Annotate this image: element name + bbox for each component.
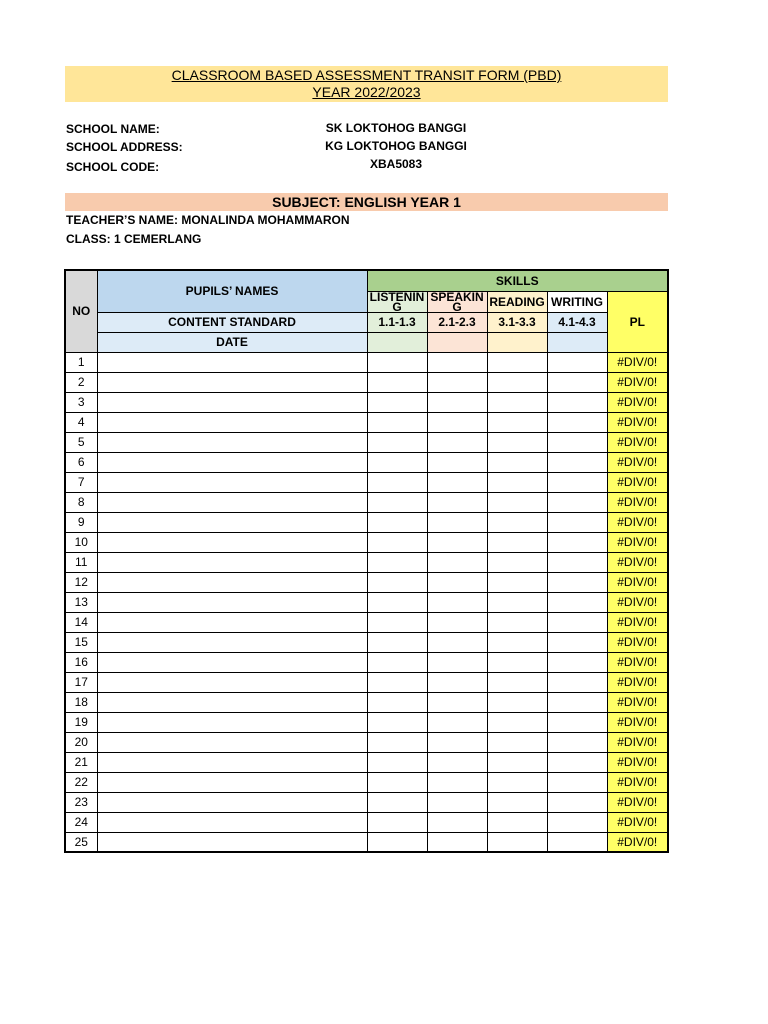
score-listening-cell[interactable] bbox=[367, 552, 427, 572]
row-number: 19 bbox=[65, 712, 97, 732]
skill-reading: READING bbox=[487, 291, 547, 312]
score-speaking-cell[interactable] bbox=[427, 652, 487, 672]
score-reading-cell[interactable] bbox=[487, 632, 547, 652]
pupil-name-cell[interactable] bbox=[97, 672, 367, 692]
pupil-name-cell[interactable] bbox=[97, 572, 367, 592]
form-title-band bbox=[65, 66, 668, 102]
score-listening-cell[interactable] bbox=[367, 432, 427, 452]
pupil-name-cell[interactable] bbox=[97, 612, 367, 632]
row-number: 23 bbox=[65, 792, 97, 812]
score-reading-cell[interactable] bbox=[487, 752, 547, 772]
pl-cell: #DIV/0! bbox=[607, 752, 668, 772]
score-speaking-cell[interactable] bbox=[427, 832, 487, 852]
row-number: 18 bbox=[65, 692, 97, 712]
score-reading-cell[interactable] bbox=[487, 512, 547, 532]
row-number: 25 bbox=[65, 832, 97, 852]
row-number: 8 bbox=[65, 492, 97, 512]
score-reading-cell[interactable] bbox=[487, 832, 547, 852]
table-row bbox=[65, 552, 668, 572]
score-writing-cell[interactable] bbox=[547, 792, 607, 812]
score-reading-cell[interactable] bbox=[487, 772, 547, 792]
standard-writing: 4.1-4.3 bbox=[547, 312, 607, 332]
pl-cell: #DIV/0! bbox=[607, 732, 668, 752]
score-speaking-cell[interactable] bbox=[427, 712, 487, 732]
score-speaking-cell[interactable] bbox=[427, 812, 487, 832]
form-year: YEAR 2022/2023 bbox=[312, 84, 421, 100]
score-speaking-cell[interactable] bbox=[427, 572, 487, 592]
score-reading-cell[interactable] bbox=[487, 812, 547, 832]
pl-cell: #DIV/0! bbox=[607, 592, 668, 612]
pl-cell: #DIV/0! bbox=[607, 432, 668, 452]
score-speaking-cell[interactable] bbox=[427, 612, 487, 632]
row-number: 7 bbox=[65, 472, 97, 492]
table-row bbox=[65, 372, 668, 392]
pupil-name-cell[interactable] bbox=[97, 692, 367, 712]
pupil-name-cell[interactable] bbox=[97, 772, 367, 792]
score-speaking-cell[interactable] bbox=[427, 412, 487, 432]
score-writing-cell[interactable] bbox=[547, 832, 607, 852]
score-reading-cell[interactable] bbox=[487, 672, 547, 692]
row-number: 4 bbox=[65, 412, 97, 432]
score-listening-cell[interactable] bbox=[367, 492, 427, 512]
score-reading-cell[interactable] bbox=[487, 452, 547, 472]
pl-cell: #DIV/0! bbox=[607, 612, 668, 632]
table-row bbox=[65, 792, 668, 812]
score-writing-cell[interactable] bbox=[547, 432, 607, 452]
skill-listening: LISTENING bbox=[367, 291, 427, 312]
score-writing-cell[interactable] bbox=[547, 652, 607, 672]
score-speaking-cell[interactable] bbox=[427, 752, 487, 772]
score-reading-cell[interactable] bbox=[487, 372, 547, 392]
table-row bbox=[65, 772, 668, 792]
table-row bbox=[65, 532, 668, 552]
score-reading-cell[interactable] bbox=[487, 352, 547, 372]
score-listening-cell[interactable] bbox=[367, 472, 427, 492]
pupil-name-cell[interactable] bbox=[97, 532, 367, 552]
table-row bbox=[65, 432, 668, 452]
pl-cell: #DIV/0! bbox=[607, 552, 668, 572]
row-number: 20 bbox=[65, 732, 97, 752]
score-speaking-cell[interactable] bbox=[427, 472, 487, 492]
score-writing-cell[interactable] bbox=[547, 472, 607, 492]
standard-reading: 3.1-3.3 bbox=[487, 312, 547, 332]
table-row bbox=[65, 712, 668, 732]
pl-cell: #DIV/0! bbox=[607, 692, 668, 712]
pl-cell: #DIV/0! bbox=[607, 492, 668, 512]
pupil-name-cell[interactable] bbox=[97, 352, 367, 372]
score-writing-cell[interactable] bbox=[547, 672, 607, 692]
table-row bbox=[65, 392, 668, 412]
score-reading-cell[interactable] bbox=[487, 652, 547, 672]
pl-cell: #DIV/0! bbox=[607, 652, 668, 672]
score-speaking-cell[interactable] bbox=[427, 392, 487, 412]
table-row bbox=[65, 572, 668, 592]
score-listening-cell[interactable] bbox=[367, 392, 427, 412]
school-address-label: SCHOOL ADDRESS: bbox=[66, 140, 183, 154]
pupils-names-header: PUPILS’ NAMES bbox=[97, 270, 367, 312]
pl-cell: #DIV/0! bbox=[607, 532, 668, 552]
row-number: 1 bbox=[65, 352, 97, 372]
score-speaking-cell[interactable] bbox=[427, 672, 487, 692]
score-listening-cell[interactable] bbox=[367, 712, 427, 732]
pl-cell: #DIV/0! bbox=[607, 372, 668, 392]
score-speaking-cell[interactable] bbox=[427, 452, 487, 472]
score-writing-cell[interactable] bbox=[547, 632, 607, 652]
score-listening-cell[interactable] bbox=[367, 452, 427, 472]
score-speaking-cell[interactable] bbox=[427, 772, 487, 792]
pupil-name-cell[interactable] bbox=[97, 412, 367, 432]
score-reading-cell[interactable] bbox=[487, 472, 547, 492]
row-number: 16 bbox=[65, 652, 97, 672]
score-writing-cell[interactable] bbox=[547, 712, 607, 732]
score-listening-cell[interactable] bbox=[367, 832, 427, 852]
pl-cell: #DIV/0! bbox=[607, 412, 668, 432]
row-number: 9 bbox=[65, 512, 97, 532]
teacher-name: TEACHER’S NAME: MONALINDA MOHAMMARON bbox=[66, 213, 350, 227]
date-label: DATE bbox=[97, 332, 367, 352]
score-writing-cell[interactable] bbox=[547, 612, 607, 632]
pl-cell: #DIV/0! bbox=[607, 572, 668, 592]
table-row bbox=[65, 352, 668, 372]
score-listening-cell[interactable] bbox=[367, 812, 427, 832]
score-speaking-cell[interactable] bbox=[427, 352, 487, 372]
skill-writing: WRITING bbox=[547, 291, 607, 312]
score-writing-cell[interactable] bbox=[547, 812, 607, 832]
score-listening-cell[interactable] bbox=[367, 352, 427, 372]
pupil-name-cell[interactable] bbox=[97, 832, 367, 852]
school-code-value: XBA5083 bbox=[369, 157, 423, 171]
row-number: 6 bbox=[65, 452, 97, 472]
table-row bbox=[65, 652, 668, 672]
table-row bbox=[65, 692, 668, 712]
score-writing-cell[interactable] bbox=[547, 412, 607, 432]
row-number: 17 bbox=[65, 672, 97, 692]
score-writing-cell[interactable] bbox=[547, 452, 607, 472]
table-row bbox=[65, 412, 668, 432]
score-writing-cell[interactable] bbox=[547, 772, 607, 792]
row-number: 21 bbox=[65, 752, 97, 772]
score-writing-cell[interactable] bbox=[547, 352, 607, 372]
score-writing-cell[interactable] bbox=[547, 732, 607, 752]
score-reading-cell[interactable] bbox=[487, 432, 547, 452]
score-listening-cell[interactable] bbox=[367, 672, 427, 692]
standard-speaking: 2.1-2.3 bbox=[427, 312, 487, 332]
table-row bbox=[65, 492, 668, 512]
table-row bbox=[65, 832, 668, 852]
score-listening-cell[interactable] bbox=[367, 632, 427, 652]
score-speaking-cell[interactable] bbox=[427, 532, 487, 552]
table-row bbox=[65, 732, 668, 752]
score-listening-cell[interactable] bbox=[367, 752, 427, 772]
pupil-name-cell[interactable] bbox=[97, 372, 367, 392]
row-number: 11 bbox=[65, 552, 97, 572]
school-address-value: KG LOKTOHOG BANGGI bbox=[325, 139, 467, 153]
score-speaking-cell[interactable] bbox=[427, 372, 487, 392]
school-name-value: SK LOKTOHOG BANGGI bbox=[325, 121, 467, 135]
score-speaking-cell[interactable] bbox=[427, 592, 487, 612]
school-name-label: SCHOOL NAME: bbox=[66, 122, 160, 136]
score-writing-cell[interactable] bbox=[547, 692, 607, 712]
score-writing-cell[interactable] bbox=[547, 512, 607, 532]
score-reading-cell[interactable] bbox=[487, 792, 547, 812]
pupil-name-cell[interactable] bbox=[97, 812, 367, 832]
pupil-name-cell[interactable] bbox=[97, 592, 367, 612]
assessment-table bbox=[64, 269, 669, 853]
table-row bbox=[65, 612, 668, 632]
row-number: 22 bbox=[65, 772, 97, 792]
date-listening[interactable] bbox=[367, 332, 427, 352]
table-row bbox=[65, 592, 668, 612]
no-header: NO bbox=[65, 270, 97, 352]
pl-cell: #DIV/0! bbox=[607, 632, 668, 652]
score-speaking-cell[interactable] bbox=[427, 552, 487, 572]
score-listening-cell[interactable] bbox=[367, 772, 427, 792]
score-writing-cell[interactable] bbox=[547, 592, 607, 612]
score-reading-cell[interactable] bbox=[487, 712, 547, 732]
table-row bbox=[65, 632, 668, 652]
score-writing-cell[interactable] bbox=[547, 552, 607, 572]
table-row bbox=[65, 452, 668, 472]
pupil-name-cell[interactable] bbox=[97, 732, 367, 752]
pl-cell: #DIV/0! bbox=[607, 792, 668, 812]
pl-cell: #DIV/0! bbox=[607, 352, 668, 372]
table-row bbox=[65, 512, 668, 532]
score-reading-cell[interactable] bbox=[487, 612, 547, 632]
score-writing-cell[interactable] bbox=[547, 532, 607, 552]
score-listening-cell[interactable] bbox=[367, 612, 427, 632]
score-speaking-cell[interactable] bbox=[427, 632, 487, 652]
score-listening-cell[interactable] bbox=[367, 732, 427, 752]
row-number: 14 bbox=[65, 612, 97, 632]
pl-cell: #DIV/0! bbox=[607, 392, 668, 412]
pl-cell: #DIV/0! bbox=[607, 672, 668, 692]
score-speaking-cell[interactable] bbox=[427, 692, 487, 712]
pupil-name-cell[interactable] bbox=[97, 752, 367, 772]
pupil-name-cell[interactable] bbox=[97, 452, 367, 472]
pupil-name-cell[interactable] bbox=[97, 652, 367, 672]
pupil-name-cell[interactable] bbox=[97, 432, 367, 452]
skills-header: SKILLS bbox=[367, 270, 668, 291]
score-writing-cell[interactable] bbox=[547, 572, 607, 592]
form-title: CLASSROOM BASED ASSESSMENT TRANSIT FORM (PBD) bbox=[171, 67, 562, 83]
school-code-label: SCHOOL CODE: bbox=[66, 160, 160, 174]
row-number: 13 bbox=[65, 592, 97, 612]
pupil-name-cell[interactable] bbox=[97, 712, 367, 732]
pl-cell: #DIV/0! bbox=[607, 472, 668, 492]
score-reading-cell[interactable] bbox=[487, 572, 547, 592]
score-listening-cell[interactable] bbox=[367, 412, 427, 432]
pupil-name-cell[interactable] bbox=[97, 472, 367, 492]
score-speaking-cell[interactable] bbox=[427, 492, 487, 512]
score-listening-cell[interactable] bbox=[367, 512, 427, 532]
row-number: 3 bbox=[65, 392, 97, 412]
score-listening-cell[interactable] bbox=[367, 532, 427, 552]
score-listening-cell[interactable] bbox=[367, 652, 427, 672]
score-reading-cell[interactable] bbox=[487, 492, 547, 512]
pl-cell: #DIV/0! bbox=[607, 452, 668, 472]
score-listening-cell[interactable] bbox=[367, 792, 427, 812]
score-reading-cell[interactable] bbox=[487, 412, 547, 432]
row-number: 10 bbox=[65, 532, 97, 552]
standard-listening: 1.1-1.3 bbox=[367, 312, 427, 332]
table-row bbox=[65, 672, 668, 692]
row-number: 12 bbox=[65, 572, 97, 592]
content-standard-label: CONTENT STANDARD bbox=[97, 312, 367, 332]
skill-speaking: SPEAKING bbox=[427, 291, 487, 312]
score-reading-cell[interactable] bbox=[487, 732, 547, 752]
score-speaking-cell[interactable] bbox=[427, 512, 487, 532]
score-speaking-cell[interactable] bbox=[427, 732, 487, 752]
pl-cell: #DIV/0! bbox=[607, 772, 668, 792]
pl-cell: #DIV/0! bbox=[607, 712, 668, 732]
pupil-name-cell[interactable] bbox=[97, 492, 367, 512]
table-row bbox=[65, 812, 668, 832]
score-reading-cell[interactable] bbox=[487, 692, 547, 712]
pl-cell: #DIV/0! bbox=[607, 512, 668, 532]
pupil-name-cell[interactable] bbox=[97, 552, 367, 572]
row-number: 24 bbox=[65, 812, 97, 832]
score-speaking-cell[interactable] bbox=[427, 792, 487, 812]
score-speaking-cell[interactable] bbox=[427, 432, 487, 452]
pupil-name-cell[interactable] bbox=[97, 792, 367, 812]
score-reading-cell[interactable] bbox=[487, 392, 547, 412]
row-number: 15 bbox=[65, 632, 97, 652]
score-listening-cell[interactable] bbox=[367, 372, 427, 392]
pl-cell: #DIV/0! bbox=[607, 812, 668, 832]
score-writing-cell[interactable] bbox=[547, 372, 607, 392]
score-writing-cell[interactable] bbox=[547, 752, 607, 772]
pupil-name-cell[interactable] bbox=[97, 392, 367, 412]
pl-header: PL bbox=[607, 291, 668, 352]
score-listening-cell[interactable] bbox=[367, 692, 427, 712]
score-listening-cell[interactable] bbox=[367, 592, 427, 612]
date-speaking[interactable] bbox=[427, 332, 487, 352]
pupil-name-cell[interactable] bbox=[97, 512, 367, 532]
score-listening-cell[interactable] bbox=[367, 572, 427, 592]
score-reading-cell[interactable] bbox=[487, 552, 547, 572]
pl-cell: #DIV/0! bbox=[607, 832, 668, 852]
row-number: 2 bbox=[65, 372, 97, 392]
table-row bbox=[65, 472, 668, 492]
row-number: 5 bbox=[65, 432, 97, 452]
date-reading[interactable] bbox=[487, 332, 547, 352]
pupil-name-cell[interactable] bbox=[97, 632, 367, 652]
score-writing-cell[interactable] bbox=[547, 492, 607, 512]
table-row bbox=[65, 752, 668, 772]
score-writing-cell[interactable] bbox=[547, 392, 607, 412]
class-name: CLASS: 1 CEMERLANG bbox=[66, 232, 202, 246]
date-writing[interactable] bbox=[547, 332, 607, 352]
score-reading-cell[interactable] bbox=[487, 592, 547, 612]
subject-title: SUBJECT: ENGLISH YEAR 1 bbox=[65, 193, 668, 211]
score-reading-cell[interactable] bbox=[487, 532, 547, 552]
